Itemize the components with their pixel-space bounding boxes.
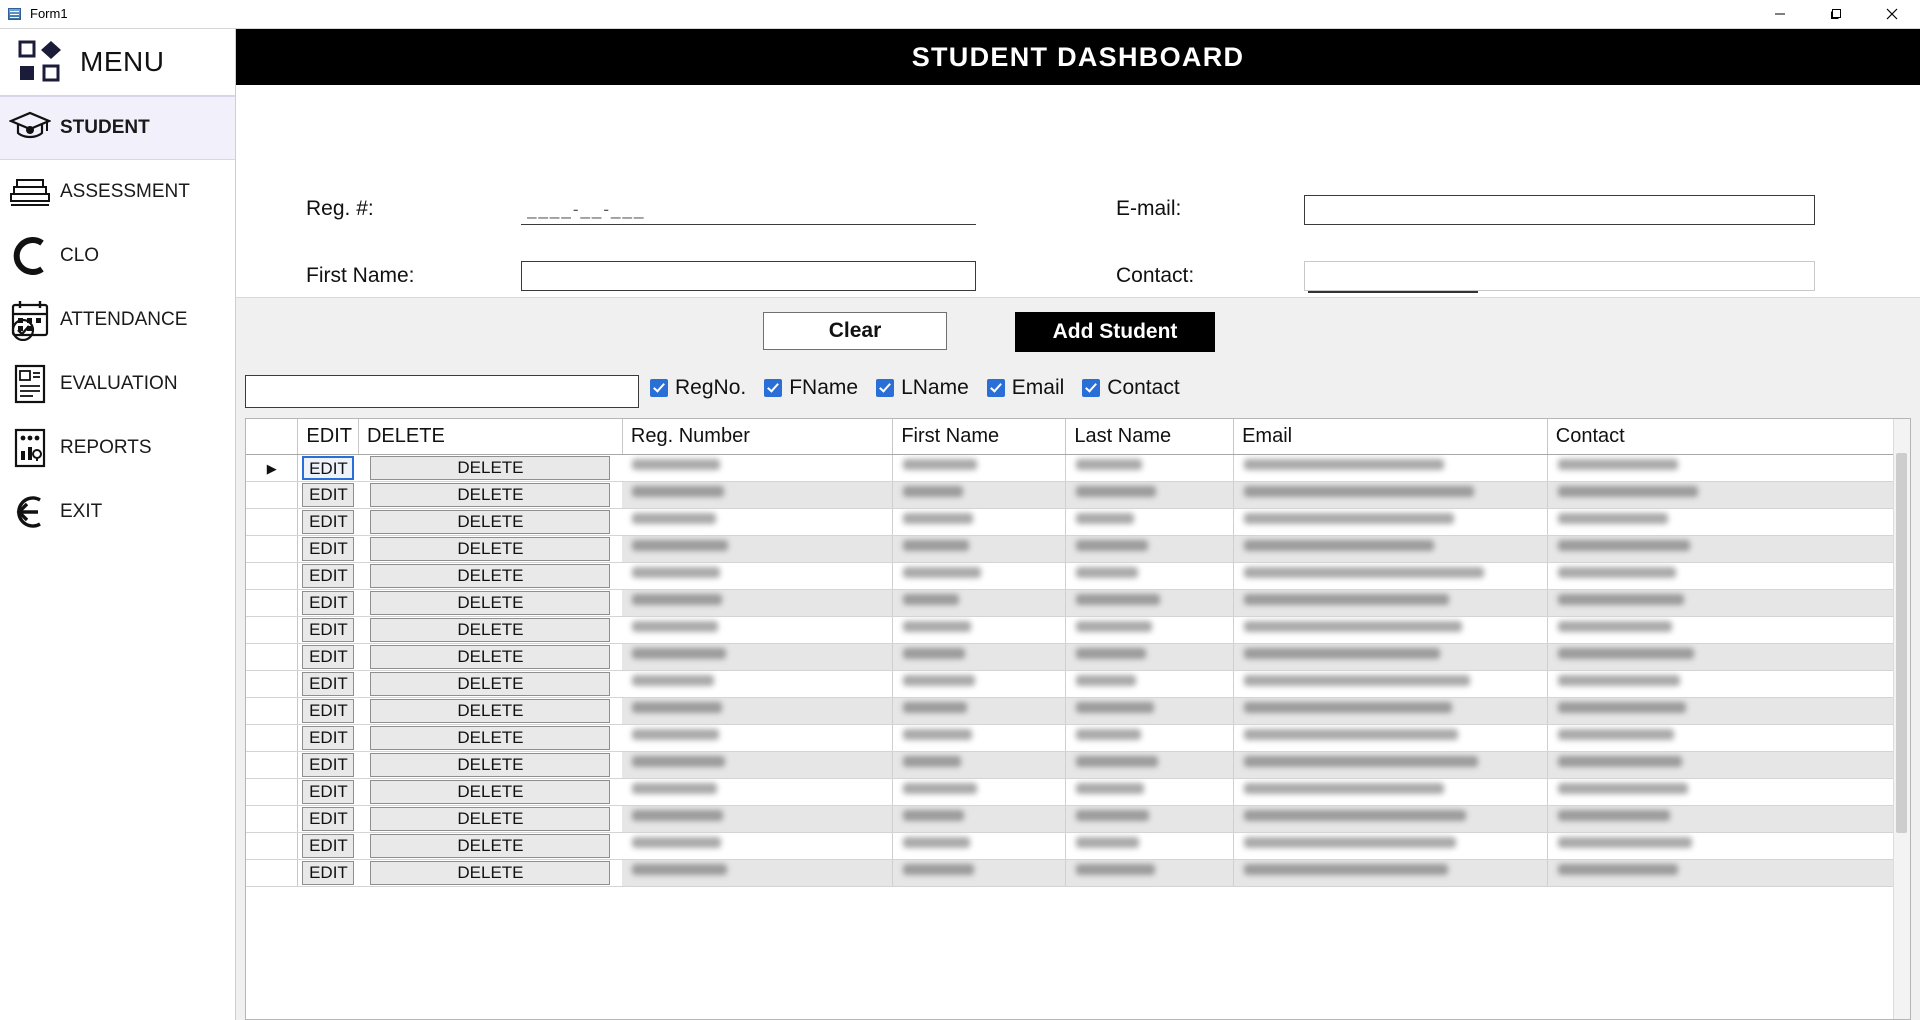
edit-cell[interactable] <box>298 725 359 752</box>
sidebar-item-label: ATTENDANCE <box>60 309 188 330</box>
edit-cell[interactable] <box>298 644 359 671</box>
table-row[interactable] <box>246 698 1894 725</box>
last-name-cell <box>1066 563 1234 590</box>
row-selector[interactable] <box>246 806 298 833</box>
close-button[interactable] <box>1864 0 1920 28</box>
checkbox-fname-box[interactable] <box>764 379 782 397</box>
email-cell <box>1234 779 1548 806</box>
delete-cell[interactable] <box>358 725 622 752</box>
edit-button[interactable]: EDIT <box>302 564 354 588</box>
reg-number-cell <box>622 671 892 698</box>
delete-cell[interactable] <box>358 806 622 833</box>
column-header-delete[interactable]: DELETE <box>358 419 622 455</box>
row-selector[interactable] <box>246 644 298 671</box>
first-name-cell <box>893 833 1066 860</box>
contact-cell <box>1547 536 1893 563</box>
row-selector[interactable] <box>246 563 298 590</box>
minimize-button[interactable] <box>1752 0 1808 28</box>
filter-checkbox-group <box>650 376 1198 400</box>
table-row[interactable] <box>246 455 1894 482</box>
edit-cell[interactable] <box>298 617 359 644</box>
filter-row <box>236 370 1920 418</box>
last-name-cell <box>1066 833 1234 860</box>
edit-cell[interactable] <box>298 590 359 617</box>
last-name-cell <box>1066 455 1234 482</box>
grid-scrollbar[interactable] <box>1893 419 1910 1019</box>
delete-button[interactable]: DELETE <box>370 861 610 885</box>
edit-button[interactable]: EDIT <box>302 672 354 696</box>
delete-button[interactable]: DELETE <box>370 456 610 480</box>
row-selector[interactable] <box>246 590 298 617</box>
email-label: E-mail: <box>1116 197 1182 220</box>
grid-shapes-icon <box>14 40 68 84</box>
contact-cell <box>1547 455 1893 482</box>
checkbox-fname-label: FName <box>789 376 859 399</box>
title-bar <box>0 0 1920 29</box>
checkbox-email[interactable] <box>987 376 1065 400</box>
delete-cell[interactable] <box>358 698 622 725</box>
books-icon <box>0 174 60 210</box>
edit-cell[interactable] <box>298 806 359 833</box>
email-cell <box>1234 590 1548 617</box>
add-student-button[interactable]: Add Student <box>1015 312 1215 352</box>
window-title: Form1 <box>30 6 68 21</box>
last-name-cell <box>1066 644 1234 671</box>
first-name-label: First Name: <box>306 264 415 287</box>
sidebar-item-label: EXIT <box>60 501 103 522</box>
delete-button[interactable]: DELETE <box>370 591 610 615</box>
contact-cell <box>1547 563 1893 590</box>
reg-number-cell <box>622 617 892 644</box>
checkbox-contact-box[interactable] <box>1082 379 1100 397</box>
delete-button[interactable]: DELETE <box>370 564 610 588</box>
first-name-cell <box>893 590 1066 617</box>
last-name-cell <box>1066 671 1234 698</box>
delete-cell[interactable] <box>358 671 622 698</box>
student-form-panel <box>236 85 1920 298</box>
email-cell <box>1234 833 1548 860</box>
contact-cell <box>1547 482 1893 509</box>
letter-c-icon <box>0 234 60 278</box>
edit-button[interactable]: EDIT <box>302 780 354 804</box>
table-row[interactable] <box>246 806 1894 833</box>
edit-cell[interactable] <box>298 482 359 509</box>
last-name-cell <box>1066 860 1234 887</box>
edit-button[interactable]: EDIT <box>302 861 354 885</box>
edit-cell[interactable] <box>298 563 359 590</box>
delete-button[interactable]: DELETE <box>370 726 610 750</box>
delete-button[interactable]: DELETE <box>370 510 610 534</box>
edit-button[interactable]: EDIT <box>302 483 354 507</box>
email-cell <box>1234 698 1548 725</box>
reg-number-label: Reg. #: <box>306 197 374 220</box>
first-name-cell <box>893 644 1066 671</box>
edit-button[interactable]: EDIT <box>302 726 354 750</box>
email-cell <box>1234 806 1548 833</box>
delete-button[interactable]: DELETE <box>370 672 610 696</box>
table-row[interactable] <box>246 536 1894 563</box>
table-row[interactable] <box>246 833 1894 860</box>
contact-cell <box>1547 806 1893 833</box>
contact-cell <box>1547 725 1893 752</box>
delete-cell[interactable] <box>358 482 622 509</box>
checkbox-regno-label: RegNo. <box>675 376 747 399</box>
delete-cell[interactable] <box>358 617 622 644</box>
delete-button[interactable]: DELETE <box>370 807 610 831</box>
delete-cell[interactable] <box>358 860 622 887</box>
edit-button[interactable]: EDIT <box>302 537 354 561</box>
reg-number-cell <box>622 644 892 671</box>
last-name-cell <box>1066 698 1234 725</box>
email-cell <box>1234 725 1548 752</box>
first-name-cell <box>893 617 1066 644</box>
edit-button[interactable]: EDIT <box>302 591 354 615</box>
last-name-cell <box>1066 806 1234 833</box>
checkbox-contact-label: Contact <box>1107 376 1180 399</box>
row-selector[interactable] <box>246 617 298 644</box>
last-name-cell <box>1066 725 1234 752</box>
checkbox-regno[interactable] <box>650 376 746 400</box>
table-row[interactable] <box>246 725 1894 752</box>
checkbox-fname[interactable] <box>764 376 858 400</box>
email-cell <box>1234 455 1548 482</box>
table-row[interactable] <box>246 671 1894 698</box>
table-row[interactable] <box>246 617 1894 644</box>
delete-button[interactable]: DELETE <box>370 699 610 723</box>
email-cell <box>1234 752 1548 779</box>
checkbox-lname-label: LName <box>901 376 969 399</box>
contact-cell <box>1547 644 1893 671</box>
last-name-cell <box>1066 509 1234 536</box>
form-icon <box>6 5 24 23</box>
table-row[interactable] <box>246 509 1894 536</box>
table-row[interactable] <box>246 644 1894 671</box>
table-row[interactable] <box>246 590 1894 617</box>
row-marker-icon: ▶ <box>266 461 277 476</box>
contact-underline <box>1308 291 1478 293</box>
sidebar-item-assessment[interactable] <box>0 160 235 224</box>
delete-button[interactable]: DELETE <box>370 834 610 858</box>
email-cell <box>1234 509 1548 536</box>
clear-button[interactable]: Clear <box>763 312 947 350</box>
email-cell <box>1234 563 1548 590</box>
edit-cell[interactable] <box>298 509 359 536</box>
email-cell <box>1234 671 1548 698</box>
reg-number-input[interactable] <box>521 195 976 225</box>
edit-button[interactable]: EDIT <box>302 618 354 642</box>
calendar-check-icon <box>0 299 60 341</box>
edit-cell[interactable] <box>298 698 359 725</box>
edit-cell[interactable] <box>298 860 359 887</box>
delete-cell[interactable] <box>358 590 622 617</box>
delete-button[interactable]: DELETE <box>370 618 610 642</box>
row-selector[interactable] <box>246 725 298 752</box>
contact-cell <box>1547 590 1893 617</box>
last-name-cell <box>1066 617 1234 644</box>
contact-cell <box>1547 833 1893 860</box>
row-selector[interactable] <box>246 860 298 887</box>
reg-number-cell <box>622 536 892 563</box>
edit-cell[interactable] <box>298 536 359 563</box>
checkbox-email-box[interactable] <box>987 379 1005 397</box>
contact-cell <box>1547 752 1893 779</box>
contact-cell <box>1547 671 1893 698</box>
last-name-cell <box>1066 482 1234 509</box>
graduation-cap-icon <box>0 109 60 147</box>
first-name-cell <box>893 455 1066 482</box>
contact-cell <box>1547 617 1893 644</box>
email-cell <box>1234 644 1548 671</box>
contact-cell <box>1547 779 1893 806</box>
reg-number-cell <box>622 860 892 887</box>
table-body <box>246 455 1894 887</box>
row-selector[interactable] <box>246 536 298 563</box>
table-row[interactable] <box>246 563 1894 590</box>
row-selector[interactable] <box>246 671 298 698</box>
first-name-cell <box>893 563 1066 590</box>
delete-button[interactable]: DELETE <box>370 753 610 777</box>
email-cell <box>1234 536 1548 563</box>
sidebar-item-exit[interactable] <box>0 480 235 544</box>
sidebar-item-label: STUDENT <box>60 117 150 138</box>
first-name-cell <box>893 779 1066 806</box>
reg-number-cell <box>622 752 892 779</box>
delete-cell[interactable] <box>358 644 622 671</box>
first-name-input[interactable] <box>521 261 976 291</box>
delete-cell[interactable] <box>358 752 622 779</box>
report-chart-icon <box>0 427 60 469</box>
edit-button[interactable]: EDIT <box>302 834 354 858</box>
table-row[interactable] <box>246 779 1894 806</box>
edit-cell[interactable] <box>298 833 359 860</box>
sidebar-item-clo[interactable] <box>0 224 235 288</box>
first-name-cell <box>893 725 1066 752</box>
checkbox-email-label: Email <box>1011 376 1065 399</box>
first-name-cell <box>893 698 1066 725</box>
checkbox-lname-box[interactable] <box>876 379 894 397</box>
checkbox-contact[interactable] <box>1082 376 1179 400</box>
contact-cell <box>1547 698 1893 725</box>
sidebar-item-label: CLO <box>60 245 100 266</box>
row-selector[interactable] <box>246 455 298 482</box>
table-row[interactable] <box>246 752 1894 779</box>
contact-input[interactable] <box>1304 261 1815 291</box>
first-name-cell <box>893 860 1066 887</box>
row-selector[interactable] <box>246 833 298 860</box>
reg-number-cell <box>622 806 892 833</box>
edit-cell[interactable] <box>298 779 359 806</box>
last-name-cell <box>1066 590 1234 617</box>
reg-number-cell <box>622 833 892 860</box>
last-name-cell <box>1066 779 1234 806</box>
email-cell <box>1234 617 1548 644</box>
sidebar-item-attendance[interactable] <box>0 288 235 352</box>
delete-button[interactable]: DELETE <box>370 483 610 507</box>
sidebar-item-label: REPORTS <box>60 437 152 458</box>
menu-label: MENU <box>80 46 165 77</box>
column-header-contact[interactable]: Contact <box>1547 419 1893 455</box>
main-content <box>236 29 1920 1020</box>
contact-cell <box>1547 509 1893 536</box>
delete-button[interactable]: DELETE <box>370 645 610 669</box>
sidebar-item-evaluation[interactable] <box>0 352 235 416</box>
edit-cell[interactable] <box>298 671 359 698</box>
students-table <box>246 419 1894 887</box>
reg-number-cell <box>622 590 892 617</box>
edit-button[interactable]: EDIT <box>302 510 354 534</box>
reg-number-cell <box>622 779 892 806</box>
email-cell <box>1234 482 1548 509</box>
contact-cell <box>1547 860 1893 887</box>
email-input[interactable] <box>1304 195 1815 225</box>
window-controls <box>1752 0 1920 28</box>
edit-button[interactable]: EDIT <box>302 753 354 777</box>
grid-scrollbar-thumb[interactable] <box>1896 453 1907 833</box>
edit-cell[interactable] <box>298 752 359 779</box>
exit-arrow-icon <box>0 492 60 532</box>
delete-cell[interactable] <box>358 455 622 482</box>
column-header-select[interactable] <box>246 419 298 455</box>
checkbox-lname[interactable] <box>876 376 969 400</box>
row-selector[interactable] <box>246 482 298 509</box>
row-selector[interactable] <box>246 752 298 779</box>
delete-cell[interactable] <box>358 509 622 536</box>
edit-cell[interactable] <box>298 455 359 482</box>
row-selector[interactable] <box>246 698 298 725</box>
first-name-cell <box>893 752 1066 779</box>
delete-cell[interactable] <box>358 563 622 590</box>
action-row <box>236 298 1920 370</box>
table-row[interactable] <box>246 860 1894 887</box>
sidebar <box>0 29 236 1020</box>
column-header-first-name[interactable]: First Name <box>893 419 1066 455</box>
delete-cell[interactable] <box>358 779 622 806</box>
first-name-cell <box>893 671 1066 698</box>
contact-label: Contact: <box>1116 264 1195 287</box>
delete-cell[interactable] <box>358 833 622 860</box>
first-name-cell <box>893 536 1066 563</box>
row-selector[interactable] <box>246 509 298 536</box>
table-header-row <box>246 419 1894 455</box>
column-header-edit[interactable]: EDIT <box>298 419 359 455</box>
last-name-cell <box>1066 752 1234 779</box>
students-data-grid[interactable] <box>245 418 1911 1020</box>
edit-button[interactable]: EDIT <box>302 699 354 723</box>
column-header-last-name[interactable]: Last Name <box>1066 419 1234 455</box>
first-name-cell <box>893 482 1066 509</box>
row-selector[interactable] <box>246 779 298 806</box>
edit-button[interactable]: EDIT <box>302 456 354 480</box>
delete-cell[interactable] <box>358 536 622 563</box>
reg-number-cell <box>622 725 892 752</box>
email-cell <box>1234 860 1548 887</box>
sidebar-item-student[interactable] <box>0 96 235 160</box>
first-name-cell <box>893 509 1066 536</box>
table-row[interactable] <box>246 482 1894 509</box>
checkbox-regno-box[interactable] <box>650 379 668 397</box>
last-name-cell <box>1066 536 1234 563</box>
reg-number-cell <box>622 509 892 536</box>
reg-number-cell <box>622 563 892 590</box>
delete-button[interactable]: DELETE <box>370 780 610 804</box>
delete-button[interactable]: DELETE <box>370 537 610 561</box>
edit-button[interactable]: EDIT <box>302 807 354 831</box>
maximize-button[interactable] <box>1808 0 1864 28</box>
sidebar-item-label: ASSESSMENT <box>60 181 190 202</box>
reg-number-cell <box>622 482 892 509</box>
search-input[interactable] <box>245 375 639 408</box>
sidebar-item-label: EVALUATION <box>60 373 178 394</box>
first-name-cell <box>893 806 1066 833</box>
sidebar-item-reports[interactable] <box>0 416 235 480</box>
edit-button[interactable]: EDIT <box>302 645 354 669</box>
column-header-reg-number[interactable]: Reg. Number <box>622 419 892 455</box>
menu-header[interactable] <box>0 29 235 96</box>
document-chart-icon <box>0 363 60 405</box>
page-title: STUDENT DASHBOARD <box>236 29 1920 85</box>
reg-number-cell <box>622 698 892 725</box>
column-header-email[interactable]: Email <box>1234 419 1548 455</box>
reg-number-cell <box>622 455 892 482</box>
